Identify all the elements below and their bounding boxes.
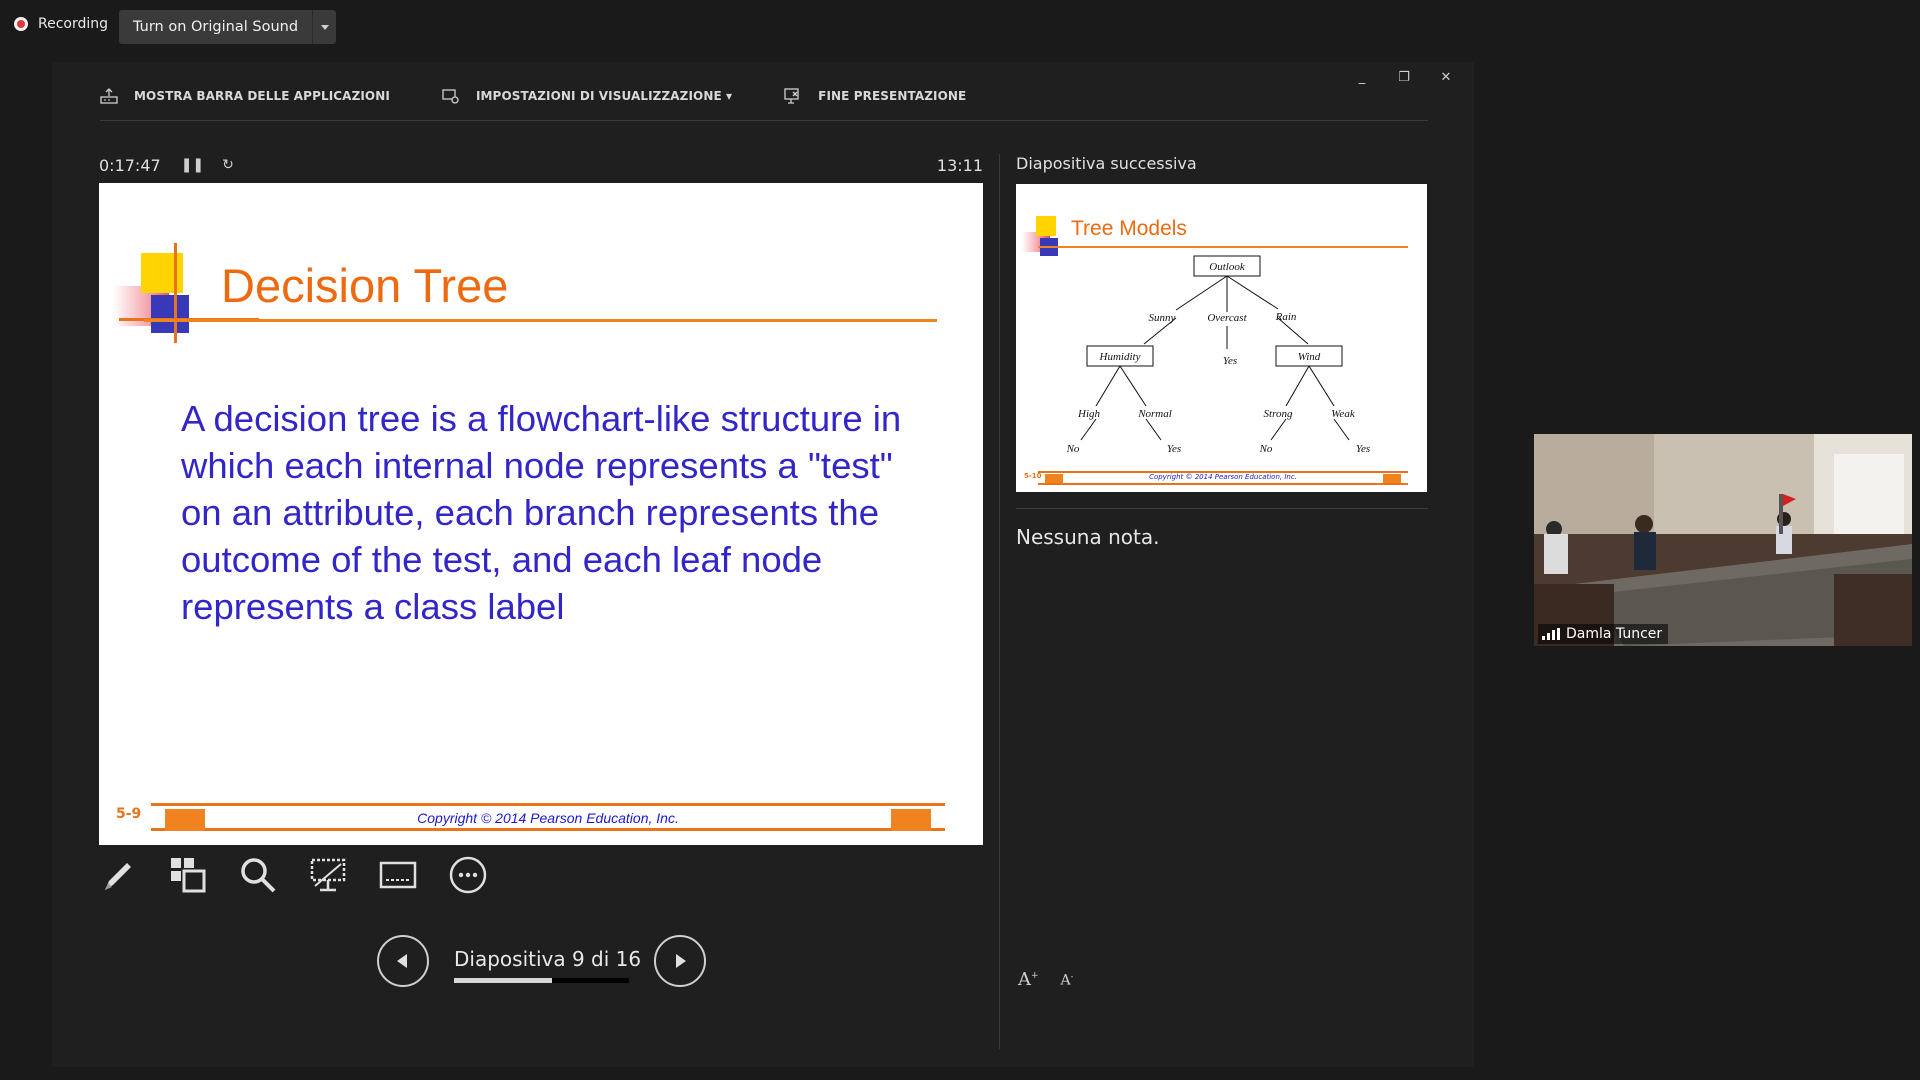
timer-row: [99, 154, 983, 176]
current-slide[interactable]: [99, 183, 983, 845]
slide-navigation: [377, 935, 717, 987]
tree-root: Outlook: [1209, 261, 1245, 273]
tree-branch-normal: Normal: [1138, 408, 1172, 420]
zoom-icon[interactable]: [239, 856, 277, 894]
slide-copyright: Copyright © 2014 Pearson Education, Inc.: [417, 810, 679, 826]
restart-icon[interactable]: ↻: [222, 157, 234, 173]
next-slide-copyright: Copyright © 2014 Pearson Education, Inc.: [1149, 473, 1297, 481]
next-slide-button[interactable]: [654, 935, 706, 987]
slides-grid-icon[interactable]: [169, 856, 207, 894]
show-taskbar-label: MOSTRA BARRA DELLE APPLICAZIONI: [134, 89, 390, 103]
clock: 13:11: [936, 155, 983, 175]
screen-icon[interactable]: [309, 856, 347, 894]
display-settings-label: IMPOSTAZIONI DI VISUALIZZAZIONE ▾: [475, 89, 733, 103]
slide-progress-bar: [454, 978, 629, 983]
slide-title: Decision Tree: [221, 259, 509, 312]
triangle-left-icon: [393, 951, 413, 971]
next-slide-footer: [1024, 471, 1408, 485]
font-size-controls: [1018, 969, 1073, 990]
end-show-button[interactable]: [784, 88, 966, 104]
notes-divider[interactable]: [1016, 508, 1428, 509]
toolbar-divider: [100, 120, 1428, 121]
display-settings-icon: [442, 88, 460, 104]
tree-branch-overcast: Overcast: [1207, 312, 1247, 324]
presenter-tools: [99, 856, 487, 894]
display-settings-button[interactable]: [442, 88, 732, 104]
window-controls: [1356, 70, 1452, 85]
tree-node-humidity: Humidity: [1099, 351, 1141, 363]
presenter-view: [52, 62, 1474, 1067]
participant-name-tag: [1538, 624, 1668, 644]
recording-label: Recording: [38, 16, 109, 32]
slide-logo-blue: [151, 295, 189, 333]
tree-leaf-no-2: No: [1259, 443, 1273, 455]
footer-bar: [151, 803, 945, 831]
triangle-right-icon: [670, 951, 690, 971]
original-sound-button[interactable]: [119, 10, 336, 44]
chevron-down-icon[interactable]: [312, 10, 336, 44]
tree-branch-strong: Strong: [1263, 408, 1293, 420]
participant-video[interactable]: [1534, 434, 1912, 646]
next-slide-preview[interactable]: [1016, 184, 1427, 492]
restore-icon[interactable]: ❐: [1398, 70, 1410, 85]
record-icon: [14, 17, 28, 31]
tree-branch-high: High: [1078, 408, 1100, 420]
slide-progress-fill: [454, 978, 552, 983]
participant-name: Damla Tuncer: [1566, 626, 1663, 642]
recording-indicator[interactable]: [14, 16, 108, 32]
panel-divider[interactable]: [999, 154, 1000, 1049]
tree-diagram: [1016, 184, 1427, 492]
tree-branch-sunny: Sunny: [1148, 312, 1176, 324]
signal-strength-icon: [1542, 628, 1560, 640]
next-slide-header: Diapositiva successiva: [1016, 154, 1197, 173]
presenter-toolbar: [100, 88, 966, 104]
slide-number: 5-9: [116, 806, 142, 822]
decrease-font-icon[interactable]: A-: [1060, 972, 1074, 989]
increase-font-icon[interactable]: A+: [1018, 969, 1039, 990]
minimize-icon[interactable]: _: [1358, 70, 1366, 85]
previous-slide-button[interactable]: [377, 935, 429, 987]
taskbar-icon: [100, 88, 118, 104]
tree-leaf-yes-2: Yes: [1355, 443, 1371, 455]
show-taskbar-button[interactable]: [100, 88, 390, 104]
tree-node-wind: Wind: [1297, 351, 1321, 363]
pen-icon[interactable]: [99, 856, 137, 894]
end-show-label: FINE PRESENTAZIONE: [818, 89, 967, 103]
original-sound-label: Turn on Original Sound: [133, 19, 299, 35]
slide-title-underline: [144, 319, 937, 322]
more-icon[interactable]: [449, 856, 487, 894]
next-slide-number: 5-10: [1024, 472, 1042, 480]
tree-leaf-no-1: No: [1066, 443, 1080, 455]
slide-footer: [116, 803, 923, 833]
next-slide-title: Tree Models: [1071, 217, 1187, 240]
tree-branch-weak: Weak: [1331, 408, 1355, 420]
end-show-icon: [784, 88, 802, 104]
slide-body: A decision tree is a flowchart-like structure in which each internal node represents a "test" on an attribute, each branch represents the outcome of the test, and each leaf node represents a class label: [181, 398, 902, 627]
tree-node-yes: Yes: [1222, 355, 1238, 367]
video-feed: [1534, 434, 1912, 646]
speaker-notes[interactable]: Nessuna nota.: [1016, 525, 1160, 549]
tree-branch-rain: Rain: [1275, 311, 1297, 323]
slide-counter[interactable]: Diapositiva 9 di 16: [454, 947, 642, 971]
subtitles-icon[interactable]: [379, 856, 417, 894]
elapsed-timer: 0:17:47: [99, 155, 161, 175]
pause-icon[interactable]: ❚❚: [180, 157, 205, 173]
close-icon[interactable]: ✕: [1440, 70, 1452, 85]
slide-logo-vline: [174, 243, 177, 343]
tree-leaf-yes-1: Yes: [1166, 443, 1182, 455]
